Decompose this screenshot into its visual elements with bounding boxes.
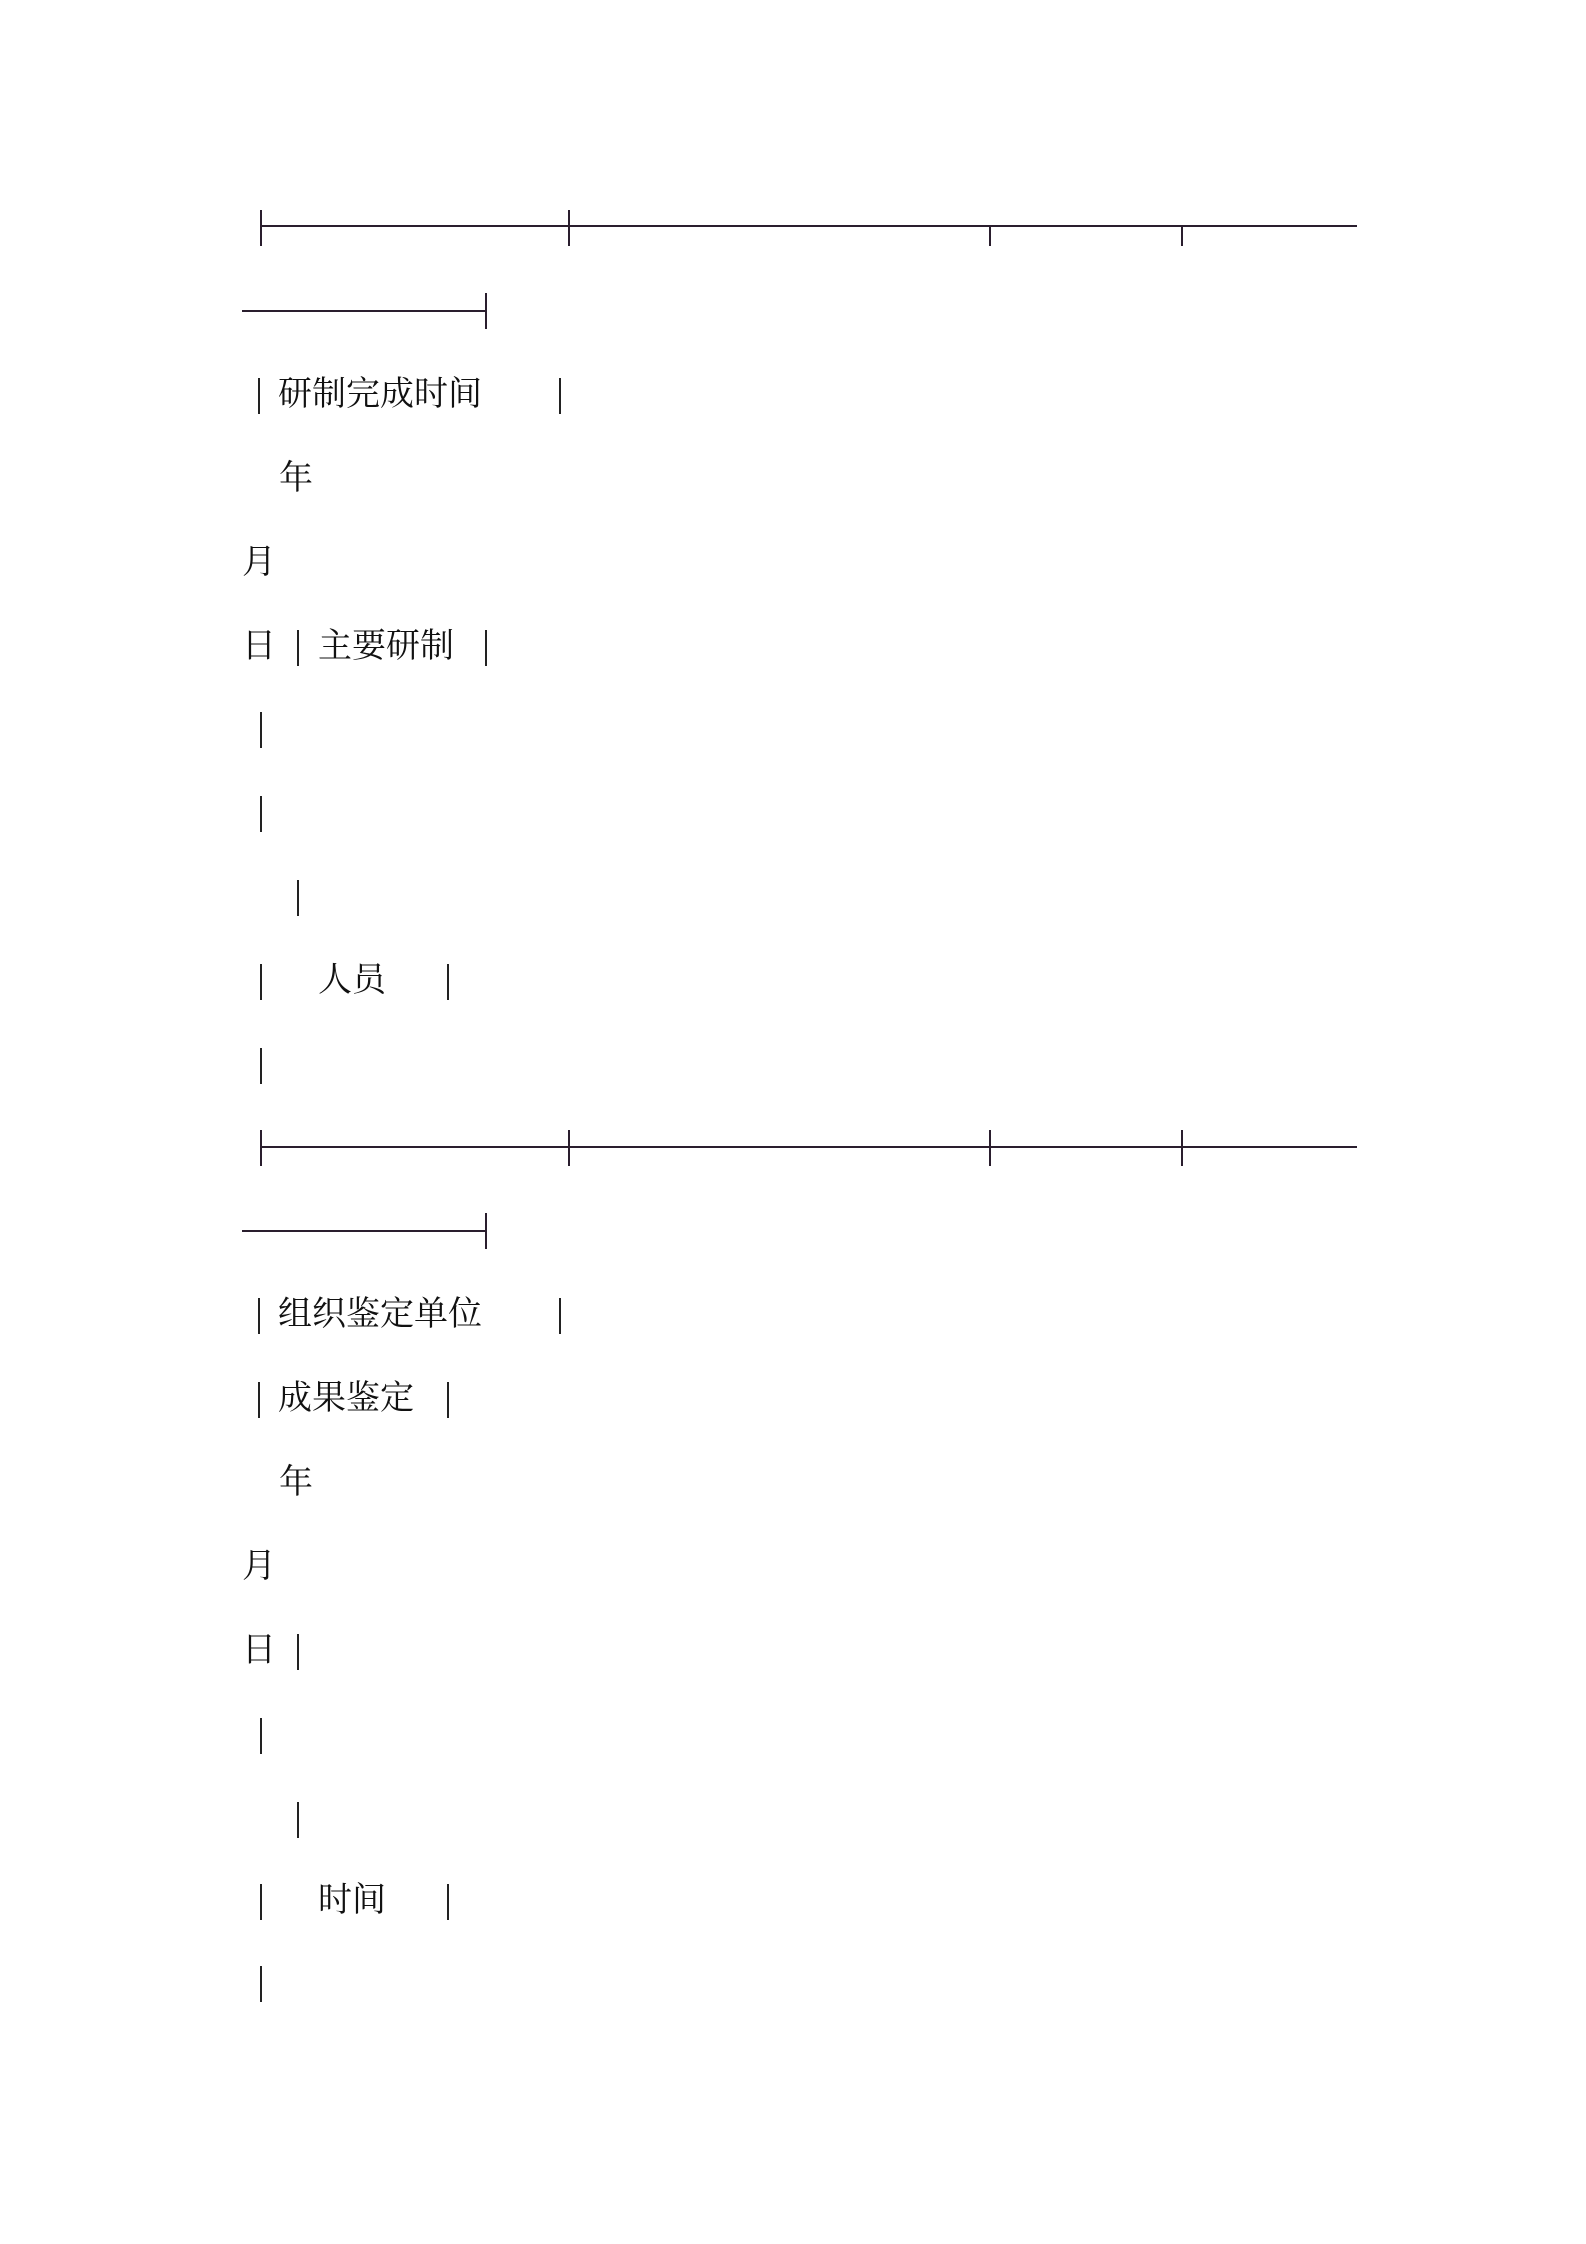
main-research-label: 主要研制 xyxy=(318,626,454,666)
org-unit-label: 组织鉴定单位 xyxy=(278,1294,482,1334)
day-label-1: 日 xyxy=(242,626,276,666)
personnel-label: 人员 xyxy=(318,960,386,1000)
day-label-2: 日 xyxy=(242,1630,276,1670)
month-label-1: 月 xyxy=(242,542,276,582)
month-label-2: 月 xyxy=(242,1546,276,1586)
time-label: 时间 xyxy=(318,1880,386,1920)
completion-time-label: 研制完成时间 xyxy=(278,374,482,414)
year-label-2: 年 xyxy=(279,1462,313,1502)
year-label-1: 年 xyxy=(279,458,313,498)
appraisal-label: 成果鉴定 xyxy=(278,1378,414,1418)
